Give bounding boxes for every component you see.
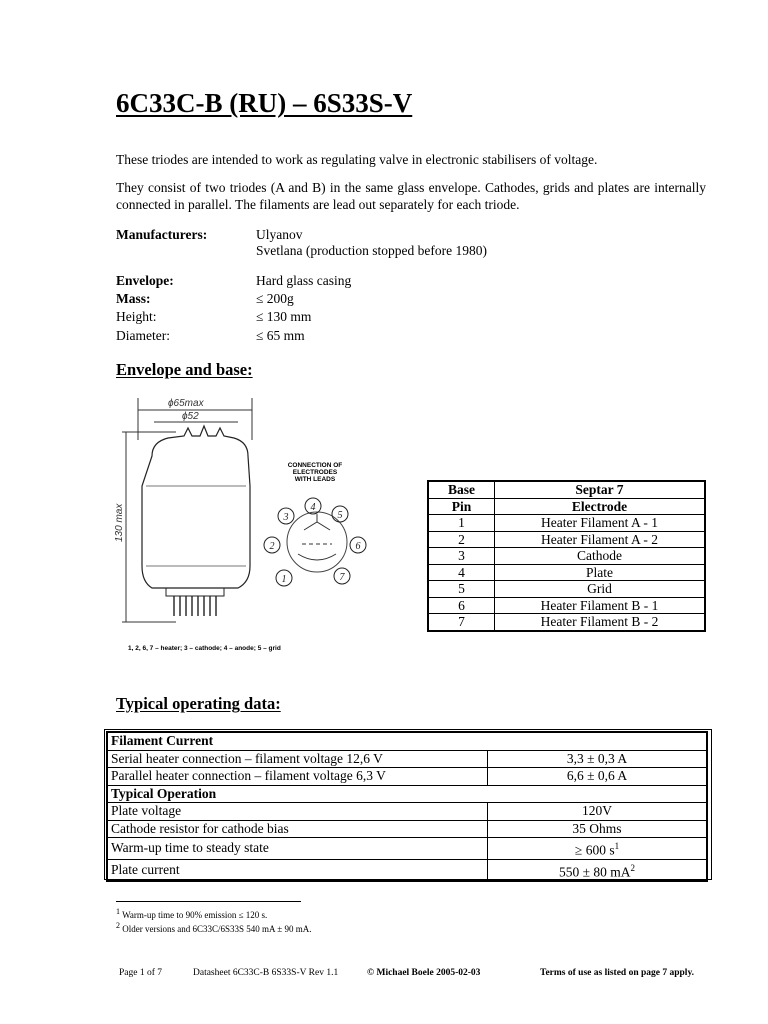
- mass-label: Mass:: [116, 291, 151, 306]
- table-row: [107, 838, 707, 860]
- diameter-label: Diameter:: [116, 328, 170, 343]
- manufacturers-label: Manufacturers:: [116, 227, 208, 242]
- footnote-rule: [116, 901, 301, 902]
- manufacturer-2: Svetlana (production stopped before 1980): [256, 243, 487, 258]
- value-cell: 35 Ohms: [488, 820, 708, 838]
- diameter-value: ≤ 65 mm: [256, 328, 305, 343]
- diameter-inner-label: ϕ52: [182, 411, 199, 422]
- parameter-cell: Serial heater connection – filament voltage 12,6 V: [107, 750, 488, 768]
- section-row: [107, 785, 707, 803]
- electrode-cell: Heater Filament A - 2: [495, 531, 706, 548]
- height-value: ≤ 130 mm: [256, 309, 312, 324]
- pin-label-7: 7: [339, 572, 345, 583]
- base-connection-diagram: [262, 492, 372, 597]
- connection-diagram-label: CONNECTION OF ELECTRODES WITH LEADS: [287, 462, 343, 483]
- drawing-caption: 1, 2, 6, 7 – heater; 3 – cathode; 4 – anode; 5 – grid: [128, 645, 281, 652]
- table-row: [428, 614, 705, 631]
- footnote-ref: 2: [630, 862, 636, 873]
- mass-value: ≤ 200g: [256, 291, 294, 306]
- table-row: [107, 803, 707, 821]
- intro-paragraph-1: These triodes are intended to work as regulating valve in electronic stabilisers of voltage.: [116, 152, 598, 167]
- footnote-text: Older versions and 6C33C/6S33S 540 mA ± 90 mA.: [122, 924, 312, 934]
- footer-page-number: Page 1 of 7: [119, 968, 163, 978]
- pin-number-cell: 2: [428, 531, 495, 548]
- pin-number-cell: 1: [428, 515, 495, 532]
- pin-label-5: 5: [337, 510, 343, 521]
- table-row: [107, 750, 707, 768]
- parameter-cell: Plate voltage: [107, 803, 488, 821]
- parameter-cell: Plate current: [107, 859, 488, 881]
- footnote-1: [116, 907, 267, 920]
- diameter-max-label: ϕ65max: [168, 398, 204, 409]
- height-max-label: 130 max: [114, 503, 125, 542]
- section-label-filament: Filament Current: [107, 732, 707, 750]
- page-title: 6C33C-B (RU) – 6S33S-V: [116, 88, 413, 118]
- footnote-marker: 1: [116, 907, 120, 916]
- table-row: [428, 597, 705, 614]
- table-row: [428, 564, 705, 581]
- intro-paragraph-2: They consist of two triodes (A and B) in the same glass envelope. Cathodes, grids and plates are internally connected in parallel. The filaments are lead out separately for each triode.: [116, 180, 706, 212]
- electrode-cell: Heater Filament B - 2: [495, 614, 706, 631]
- pin-label-3: 3: [283, 512, 289, 523]
- value-cell: [488, 838, 708, 860]
- footnote-marker: 2: [116, 921, 120, 930]
- electrode-cell: Grid: [495, 581, 706, 598]
- pin-label-2: 2: [269, 541, 275, 552]
- table-header-cell: Septar 7: [495, 481, 706, 498]
- operating-section-heading: Typical operating data:: [116, 694, 281, 713]
- operating-table: [106, 731, 708, 882]
- table-row: [107, 820, 707, 838]
- footer-terms: Terms of use as listed on page 7 apply.: [540, 968, 695, 978]
- table-row: [428, 515, 705, 532]
- table-row: [428, 531, 705, 548]
- section-label-operation: Typical Operation: [107, 785, 707, 803]
- value-cell: 120V: [488, 803, 708, 821]
- envelope-value: Hard glass casing: [256, 273, 352, 288]
- manufacturer-1: Ulyanov: [256, 227, 303, 242]
- pin-label-1: 1: [281, 574, 287, 585]
- pin-number-cell: 5: [428, 581, 495, 598]
- footnote-ref: 1: [614, 841, 620, 851]
- pin-label-6: 6: [355, 541, 361, 552]
- table-header-cell: Base: [428, 481, 495, 498]
- pin-number-cell: 4: [428, 564, 495, 581]
- envelope-section-heading: Envelope and base:: [116, 360, 253, 379]
- table-header-row: [428, 498, 705, 515]
- height-label: Height:: [116, 309, 157, 324]
- pin-number-cell: 7: [428, 614, 495, 631]
- parameter-cell: Warm-up time to steady state: [107, 838, 488, 860]
- value-cell: [488, 859, 708, 881]
- footer-copyright: © Michael Boele 2005-02-03: [367, 968, 481, 978]
- footnote-text: Warm-up time to 90% emission ≤ 120 s.: [122, 910, 268, 920]
- table-row: [428, 548, 705, 565]
- pin-label-4: 4: [310, 502, 316, 513]
- value-cell: 6,6 ± 0,6 A: [488, 768, 708, 786]
- warmup-value: ≥ 600 s: [574, 842, 615, 858]
- pin-number-cell: 6: [428, 597, 495, 614]
- footnote-2: [116, 921, 311, 934]
- table-row: [428, 581, 705, 598]
- table-row: [107, 859, 707, 881]
- pin-number-cell: 3: [428, 548, 495, 565]
- section-row: [107, 732, 707, 750]
- parameter-cell: Parallel heater connection – filament voltage 6,3 V: [107, 768, 488, 786]
- value-cell: 3,3 ± 0,3 A: [488, 750, 708, 768]
- electrode-cell: Plate: [495, 564, 706, 581]
- parameter-cell: Cathode resistor for cathode bias: [107, 820, 488, 838]
- table-header-cell: Electrode: [495, 498, 706, 515]
- plate-current-value: 550 ± 80 mA: [558, 864, 631, 879]
- pin-table: [427, 480, 706, 632]
- electrode-cell: Cathode: [495, 548, 706, 565]
- envelope-label: Envelope:: [116, 273, 174, 288]
- table-row: [107, 768, 707, 786]
- table-header-cell: Pin: [428, 498, 495, 515]
- footer-document: Datasheet 6C33C-B 6S33S-V Rev 1.1: [193, 968, 339, 978]
- table-header-row: [428, 481, 705, 498]
- electrode-cell: Heater Filament A - 1: [495, 515, 706, 532]
- electrode-cell: Heater Filament B - 1: [495, 597, 706, 614]
